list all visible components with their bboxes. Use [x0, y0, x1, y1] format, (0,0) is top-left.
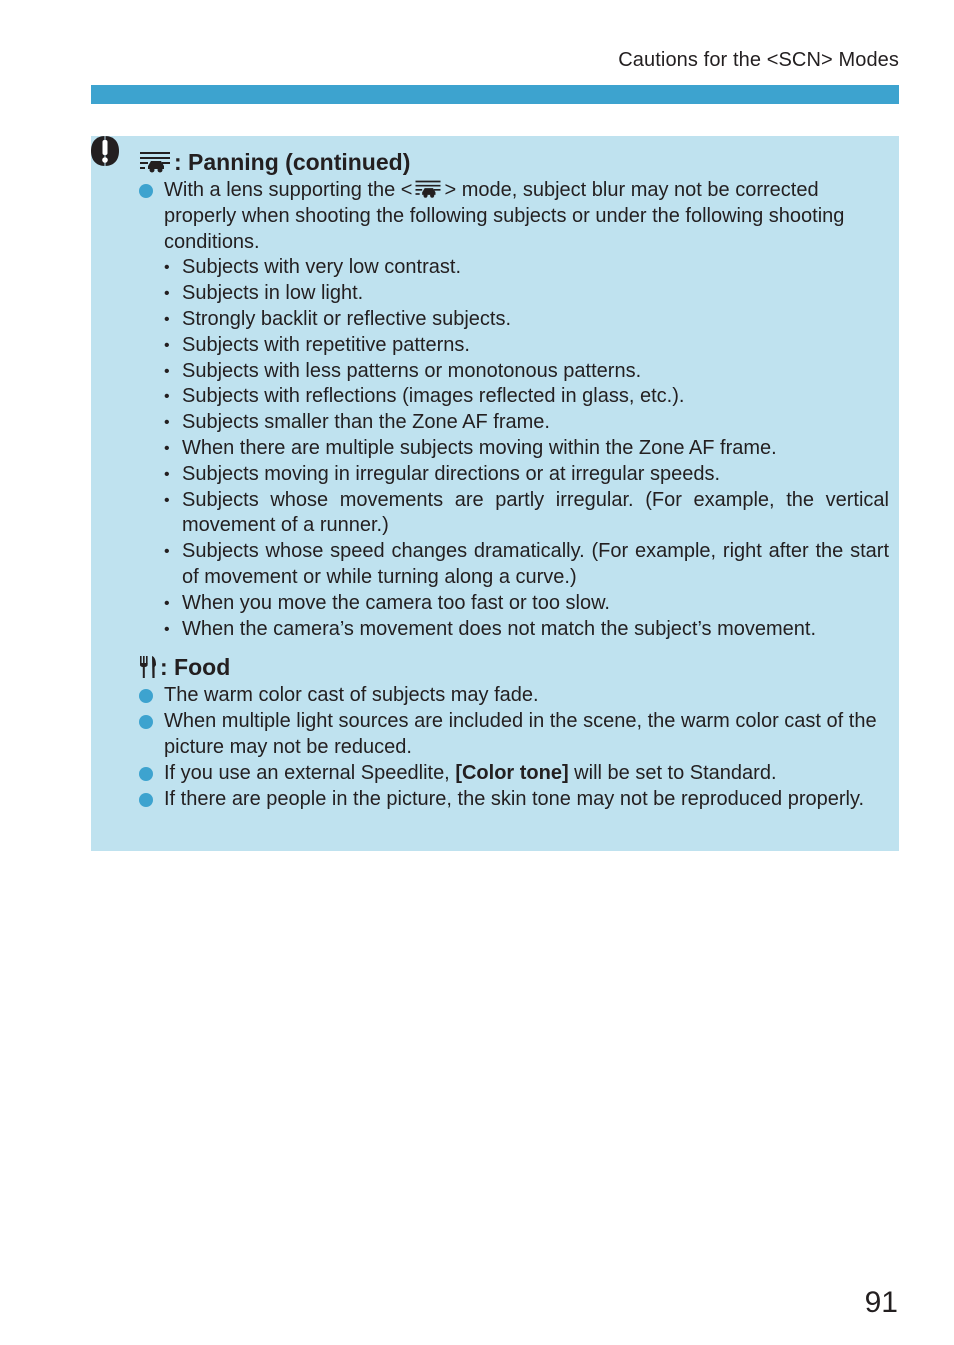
panning-list — [139, 178, 889, 642]
list-item: If you use an external Speedlite, [Color tone] will be set to Standard. — [139, 761, 889, 787]
color-tone-setting: [Color tone] — [455, 761, 569, 784]
list-item: • Subjects with very low contrast. — [164, 255, 889, 281]
food-title: : Food — [160, 654, 231, 681]
list-item: • When the camera’s movement does not match the subject’s movement. — [164, 617, 889, 643]
caution-icon — [91, 136, 119, 166]
food-icon — [139, 655, 157, 679]
panning-title: : Panning (continued) — [174, 149, 411, 175]
food-list — [139, 683, 889, 812]
caution-box — [91, 136, 899, 851]
list-item: If there are people in the picture, the skin tone may not be reproduced properly. — [139, 787, 889, 813]
panning-icon — [139, 150, 171, 174]
list-item: • Subjects whose speed changes dramatically. (For example, right after the start of movement or while turning along a curve.) — [164, 539, 889, 591]
list-item: • When there are multiple subjects moving within the Zone AF frame. — [164, 436, 889, 462]
header-bar — [91, 85, 899, 104]
list-item: • Subjects with less patterns or monotonous patterns. — [164, 359, 889, 385]
sub-list — [139, 255, 889, 642]
panning-icon — [414, 179, 442, 199]
list-item: • When you move the camera too fast or too slow. — [164, 591, 889, 617]
list-item: • Subjects with reflections (images reflected in glass, etc.). — [164, 384, 889, 410]
list-item: When multiple light sources are included in the scene, the warm color cast of the picture may not be reduced. — [139, 709, 889, 761]
food-heading — [139, 651, 889, 683]
list-item: The warm color cast of subjects may fade. — [139, 683, 889, 709]
list-item: • Strongly backlit or reflective subjects. — [164, 307, 889, 333]
panning-heading — [139, 146, 889, 178]
caution-content — [139, 146, 889, 812]
list-item: • Subjects in low light. — [164, 281, 889, 307]
list-item: • Subjects whose movements are partly irregular. (For example, the vertical movement of a runner.) — [164, 488, 889, 540]
page-number: 91 — [864, 1286, 898, 1319]
list-item: • Subjects moving in irregular directions or at irregular speeds. — [164, 462, 889, 488]
list-item: With a lens supporting the < > mode, subject blur may not be corrected properly when shooting the following subjects or under the following shooting conditions. • Subjects with very low contrast. • Subjects in low light. • Strongly backlit or reflective subjects. • Subjects with repetitive patterns. • Subjects with less patterns or monotonous patterns. • Subjects with reflections (images reflected in glass, etc.). • Subjects smaller than the Zone AF frame. • When there are multiple subjects moving within the Zone AF frame. • Subjects moving in irregular directions or at irregular speeds. • Subjects whose movements are partly irregular. (For example, the vertical movement of a runner.) • Subjects whose speed changes dramatically. (For example, right after the start of movement or while turning along a curve.) • When you move the camera too fast or too slow. • When the camera’s movement does not match the subject’s movement. — [139, 178, 889, 642]
running-head: Cautions for the <SCN> Modes — [618, 49, 899, 71]
list-item: • Subjects with repetitive patterns. — [164, 333, 889, 359]
list-item: • Subjects smaller than the Zone AF frame. — [164, 410, 889, 436]
